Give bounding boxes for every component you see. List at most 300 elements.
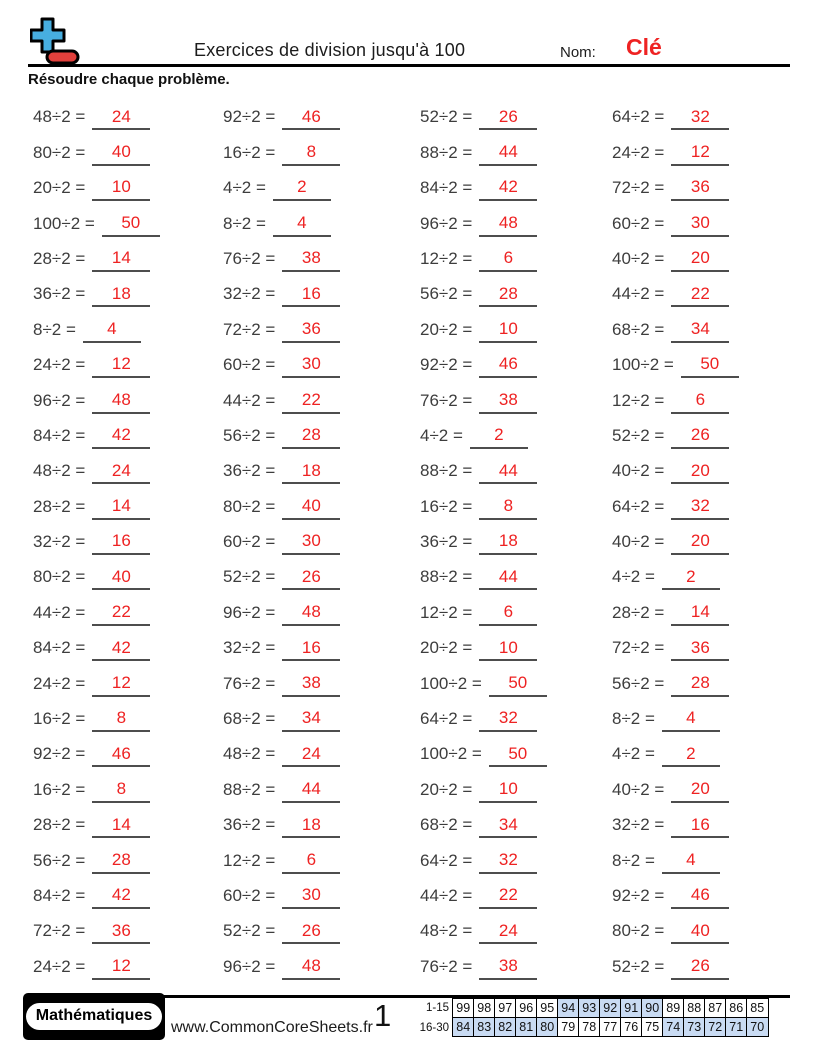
problem-answer: 10 — [498, 319, 518, 339]
problem-question: 28÷2 = — [33, 248, 86, 268]
problem-answer: 26 — [301, 920, 321, 940]
problem-answer: 14 — [111, 496, 131, 515]
answer-line — [282, 639, 340, 662]
problem-answer: 30 — [690, 212, 710, 232]
problem-question: 32÷2 = — [612, 815, 665, 835]
answer-line — [92, 709, 150, 732]
answer-line — [671, 922, 729, 945]
problem-answer: 16 — [301, 637, 321, 657]
problem-answer: 10 — [111, 177, 131, 197]
problem — [420, 312, 612, 347]
score-cell: 72 — [704, 1017, 727, 1037]
problem-answer: 32 — [690, 496, 710, 515]
answer-line — [671, 674, 729, 697]
answer-line — [479, 249, 537, 272]
problem-question: 44÷2 = — [420, 885, 473, 905]
problem-question: 84÷2 = — [420, 178, 473, 198]
answer-line — [282, 532, 340, 555]
problem — [612, 348, 804, 383]
score-cell: 78 — [578, 1017, 601, 1037]
problem — [420, 206, 612, 241]
answer-line — [92, 355, 150, 378]
score-cell: 94 — [557, 998, 580, 1018]
answer-line — [92, 780, 150, 803]
problem-answer: 40 — [111, 142, 131, 162]
problem — [33, 454, 223, 489]
problem-answer: 36 — [690, 177, 710, 197]
problem-question: 64÷2 = — [612, 496, 665, 516]
problem-answer: 10 — [498, 637, 518, 657]
problem-answer: 18 — [111, 283, 131, 303]
answer-line — [479, 178, 537, 201]
problem — [223, 843, 420, 878]
problem-answer: 16 — [690, 814, 710, 834]
problem-question: 68÷2 = — [612, 319, 665, 339]
problem-question: 96÷2 = — [33, 390, 86, 410]
score-cell: 86 — [725, 998, 748, 1018]
answer-line — [282, 816, 340, 839]
problem-answer: 22 — [690, 283, 710, 303]
problem-answer: 32 — [498, 849, 518, 869]
problem-question: 44÷2 = — [223, 390, 276, 410]
score-cell: 89 — [662, 998, 685, 1018]
problem — [612, 312, 804, 347]
problem — [33, 737, 223, 772]
answer-line — [92, 178, 150, 201]
problem-question: 72÷2 = — [33, 921, 86, 941]
answer-line — [92, 249, 150, 272]
answer-line — [671, 143, 729, 166]
problem-question: 72÷2 = — [223, 319, 276, 339]
answer-line — [479, 957, 537, 980]
problem-answer: 40 — [301, 496, 321, 515]
problem-question: 76÷2 = — [223, 248, 276, 268]
problem-answer: 4 — [686, 708, 696, 728]
answer-line — [671, 391, 729, 414]
answer-line — [479, 320, 537, 343]
problem-question: 100÷2 = — [612, 355, 674, 375]
problem — [612, 843, 804, 878]
problem — [420, 737, 612, 772]
problem-question: 60÷2 = — [612, 213, 665, 233]
problem-question: 4÷2 = — [612, 567, 655, 587]
problem-question: 12÷2 = — [612, 390, 665, 410]
problem-answer: 12 — [111, 672, 131, 692]
problem — [223, 737, 420, 772]
answer-line — [671, 426, 729, 449]
answer-line — [92, 674, 150, 697]
problem — [223, 348, 420, 383]
score-cell: 82 — [494, 1017, 517, 1037]
problem — [612, 489, 804, 524]
problem — [223, 808, 420, 843]
problem — [33, 914, 223, 949]
page-title: Exercices de division jusqu'à 100 — [194, 40, 466, 60]
answer-line — [489, 674, 547, 697]
score-cell: 95 — [536, 998, 559, 1018]
problem-answer: 22 — [301, 389, 321, 409]
problem — [420, 595, 612, 630]
problem — [223, 702, 420, 737]
problem-answer: 44 — [498, 142, 518, 162]
problem — [420, 879, 612, 914]
problem — [223, 242, 420, 277]
problem — [33, 312, 223, 347]
problem — [612, 383, 804, 418]
problem — [420, 808, 612, 843]
answer-line — [479, 780, 537, 803]
answer-line — [282, 285, 340, 308]
problem-answer: 24 — [498, 920, 518, 940]
answer-line — [282, 709, 340, 732]
answer-line — [282, 249, 340, 272]
problem-question: 96÷2 = — [420, 213, 473, 233]
problem — [612, 135, 804, 170]
answer-line — [479, 391, 537, 414]
brand-badge — [23, 993, 165, 1040]
problem — [33, 277, 223, 312]
score-cell: 99 — [452, 998, 475, 1018]
problem-question: 48÷2 = — [420, 921, 473, 941]
problem — [223, 277, 420, 312]
problem-question: 48÷2 = — [33, 461, 86, 481]
problem-answer: 48 — [498, 212, 518, 232]
problem-answer: 26 — [690, 425, 710, 445]
problem-question: 12÷2 = — [420, 602, 473, 622]
problem-answer: 50 — [508, 743, 528, 763]
problem-answer: 48 — [301, 956, 321, 976]
problem — [420, 914, 612, 949]
problem — [612, 631, 804, 666]
problem-answer: 28 — [498, 283, 518, 303]
problem-question: 36÷2 = — [223, 461, 276, 481]
problem — [33, 666, 223, 701]
score-cell: 83 — [473, 1017, 496, 1037]
problem-question: 76÷2 = — [420, 390, 473, 410]
problems-grid — [33, 100, 804, 985]
problem-answer: 16 — [301, 283, 321, 303]
problem — [612, 171, 804, 206]
answer-line — [92, 603, 150, 626]
answer-line — [92, 745, 150, 768]
problem-answer: 30 — [301, 354, 321, 374]
problem — [420, 843, 612, 878]
problem-question: 52÷2 = — [223, 567, 276, 587]
answer-line — [662, 709, 720, 732]
problem-answer: 28 — [690, 672, 710, 692]
problem-question: 96÷2 = — [223, 602, 276, 622]
problem-question: 92÷2 = — [420, 355, 473, 375]
score-table-row-labels — [405, 998, 449, 1038]
problem-question: 16÷2 = — [223, 142, 276, 162]
problem-answer: 14 — [690, 602, 710, 622]
problem-question: 20÷2 = — [420, 319, 473, 339]
problem-question: 48÷2 = — [33, 107, 86, 127]
score-cell: 75 — [641, 1017, 664, 1037]
answer-line — [479, 603, 537, 626]
problem-question: 80÷2 = — [223, 496, 276, 516]
problem — [420, 631, 612, 666]
problem-question: 80÷2 = — [33, 142, 86, 162]
answer-line — [92, 143, 150, 166]
score-table — [452, 998, 769, 1037]
score-cell: 96 — [515, 998, 538, 1018]
problem-answer: 20 — [690, 248, 710, 268]
problem-question: 4÷2 = — [223, 178, 266, 198]
answer-line — [92, 108, 150, 131]
answer-line — [671, 497, 729, 520]
problem — [223, 525, 420, 560]
answer-line — [282, 603, 340, 626]
problem — [612, 100, 804, 135]
problem-question: 28÷2 = — [33, 815, 86, 835]
problem-question: 60÷2 = — [223, 885, 276, 905]
answer-line — [282, 497, 340, 520]
problem-answer: 4 — [297, 212, 307, 232]
score-cell: 90 — [641, 998, 664, 1018]
answer-line — [92, 957, 150, 980]
problem-answer: 20 — [690, 460, 710, 480]
answer-line — [479, 214, 537, 237]
problem-answer: 40 — [111, 566, 131, 586]
problem — [420, 100, 612, 135]
problem-answer: 24 — [111, 106, 131, 126]
score-cell: 73 — [683, 1017, 706, 1037]
problem — [33, 489, 223, 524]
problem-question: 100÷2 = — [420, 744, 482, 764]
problem — [223, 419, 420, 454]
problem-question: 96÷2 = — [223, 956, 276, 976]
problem — [612, 419, 804, 454]
answer-line — [479, 462, 537, 485]
problem-question: 56÷2 = — [420, 284, 473, 304]
answer-line — [92, 391, 150, 414]
problem-answer: 18 — [301, 814, 321, 834]
answer-line — [671, 639, 729, 662]
brand-label: Mathématiques — [26, 1003, 162, 1030]
answer-line — [662, 745, 720, 768]
problem-question: 80÷2 = — [33, 567, 86, 587]
score-cell: 76 — [620, 1017, 643, 1037]
problem-answer: 46 — [111, 743, 131, 763]
problem-answer: 48 — [301, 602, 321, 622]
answer-line — [282, 391, 340, 414]
problem — [33, 843, 223, 878]
problem — [612, 454, 804, 489]
problem-answer: 46 — [498, 354, 518, 374]
problem-answer: 2 — [494, 425, 504, 445]
problem-question: 8÷2 = — [33, 319, 76, 339]
problem-answer: 34 — [498, 814, 518, 834]
answer-line — [92, 532, 150, 555]
problem-answer: 44 — [498, 566, 518, 586]
problem-answer: 8 — [116, 708, 127, 728]
problem-question: 68÷2 = — [223, 709, 276, 729]
answer-line — [282, 745, 340, 768]
problem-answer: 18 — [301, 460, 321, 480]
problem-question: 32÷2 = — [33, 532, 86, 552]
problem-answer: 6 — [695, 389, 706, 409]
problem — [420, 135, 612, 170]
score-cell: 81 — [515, 1017, 538, 1037]
answer-line — [671, 214, 729, 237]
problem-answer: 16 — [111, 531, 131, 551]
answer-line — [282, 355, 340, 378]
problem-answer: 14 — [111, 248, 131, 268]
problem — [612, 702, 804, 737]
answer-line — [479, 355, 537, 378]
problem-answer: 18 — [498, 531, 518, 551]
problem-answer: 42 — [111, 885, 131, 905]
problem-answer: 42 — [111, 637, 131, 657]
problem-answer: 38 — [301, 248, 321, 268]
problem — [33, 560, 223, 595]
problem-answer: 2 — [297, 177, 307, 197]
problem-question: 28÷2 = — [612, 602, 665, 622]
answer-line — [662, 851, 720, 874]
problem-answer: 10 — [498, 779, 518, 799]
answer-line — [479, 143, 537, 166]
score-cell: 91 — [620, 998, 643, 1018]
problem — [612, 879, 804, 914]
problem-question: 40÷2 = — [612, 248, 665, 268]
problem-question: 76÷2 = — [223, 673, 276, 693]
answer-line — [671, 886, 729, 909]
answer-line — [671, 178, 729, 201]
problem-question: 36÷2 = — [420, 532, 473, 552]
answer-line — [671, 816, 729, 839]
problem-question: 24÷2 = — [33, 355, 86, 375]
answer-line — [671, 108, 729, 131]
problem — [420, 348, 612, 383]
answer-line — [479, 639, 537, 662]
problem-question: 24÷2 = — [33, 956, 86, 976]
answer-line — [282, 143, 340, 166]
problem-question: 84÷2 = — [33, 425, 86, 445]
problem — [612, 595, 804, 630]
problem — [612, 242, 804, 277]
score-row — [452, 1017, 769, 1037]
score-cell: 87 — [704, 998, 727, 1018]
problem-answer: 50 — [508, 672, 528, 692]
score-cell: 84 — [452, 1017, 475, 1037]
answer-line — [92, 639, 150, 662]
problem-question: 4÷2 = — [612, 744, 655, 764]
problem — [223, 914, 420, 949]
problem-question: 68÷2 = — [420, 815, 473, 835]
problem — [223, 383, 420, 418]
score-cell: 80 — [536, 1017, 559, 1037]
problem-question: 36÷2 = — [33, 284, 86, 304]
answer-line — [92, 568, 150, 591]
problem-answer: 36 — [301, 319, 321, 339]
problem-question: 40÷2 = — [612, 461, 665, 481]
problem — [223, 595, 420, 630]
problem-question: 52÷2 = — [223, 921, 276, 941]
problem-question: 56÷2 = — [223, 425, 276, 445]
problem — [33, 419, 223, 454]
problem-question: 24÷2 = — [33, 673, 86, 693]
problem — [33, 348, 223, 383]
problem-question: 32÷2 = — [223, 284, 276, 304]
score-row-label: 1-15 — [425, 1002, 449, 1014]
problem-question: 84÷2 = — [33, 885, 86, 905]
score-cell: 85 — [746, 998, 769, 1018]
problem — [612, 808, 804, 843]
answer-line — [479, 108, 537, 131]
problem-answer: 4 — [107, 319, 117, 339]
problem-question: 64÷2 = — [420, 709, 473, 729]
problem-answer: 6 — [306, 849, 317, 869]
answer-line — [282, 886, 340, 909]
answer-line — [479, 851, 537, 874]
problem-answer: 50 — [700, 354, 720, 374]
problem-answer: 28 — [111, 849, 131, 869]
answer-line — [671, 320, 729, 343]
problem-answer: 38 — [301, 672, 321, 692]
problem-answer: 20 — [690, 531, 710, 551]
problem — [33, 100, 223, 135]
answer-line — [479, 886, 537, 909]
problem-question: 20÷2 = — [420, 779, 473, 799]
problem — [33, 242, 223, 277]
problem — [420, 171, 612, 206]
answer-line — [671, 285, 729, 308]
problem-answer: 38 — [498, 389, 518, 409]
problem — [33, 949, 223, 984]
score-cell: 79 — [557, 1017, 580, 1037]
problem — [612, 737, 804, 772]
answer-line — [479, 709, 537, 732]
problem-question: 52÷2 = — [420, 107, 473, 127]
problem — [612, 277, 804, 312]
problem-question: 4÷2 = — [420, 425, 463, 445]
answer-line — [92, 922, 150, 945]
name-value: Clé — [626, 34, 662, 60]
answer-line — [282, 568, 340, 591]
problem — [420, 772, 612, 807]
problem-answer: 4 — [686, 849, 696, 869]
name-label: Nom: — [560, 44, 596, 61]
problem-answer: 26 — [498, 106, 518, 126]
answer-line — [671, 249, 729, 272]
website-url: www.CommonCoreSheets.fr — [171, 1019, 373, 1036]
problem-question: 52÷2 = — [612, 956, 665, 976]
problem-question: 40÷2 = — [612, 532, 665, 552]
problem — [420, 419, 612, 454]
problem — [33, 702, 223, 737]
instruction-text: Résoudre chaque problème. — [28, 71, 230, 88]
problem-question: 100÷2 = — [420, 673, 482, 693]
score-cell: 77 — [599, 1017, 622, 1037]
problem — [223, 489, 420, 524]
problem — [33, 171, 223, 206]
problem-answer: 20 — [690, 779, 710, 799]
page-number: 1 — [374, 998, 392, 1033]
problem-question: 60÷2 = — [223, 532, 276, 552]
problem-answer: 8 — [116, 779, 127, 799]
problem-question: 12÷2 = — [223, 850, 276, 870]
problem-question: 16÷2 = — [33, 779, 86, 799]
answer-line — [479, 285, 537, 308]
problem-question: 36÷2 = — [223, 815, 276, 835]
problem — [223, 100, 420, 135]
score-cell: 98 — [473, 998, 496, 1018]
problem-question: 92÷2 = — [33, 744, 86, 764]
answer-line — [470, 426, 528, 449]
problem-answer: 26 — [301, 566, 321, 586]
problem-question: 44÷2 = — [612, 284, 665, 304]
